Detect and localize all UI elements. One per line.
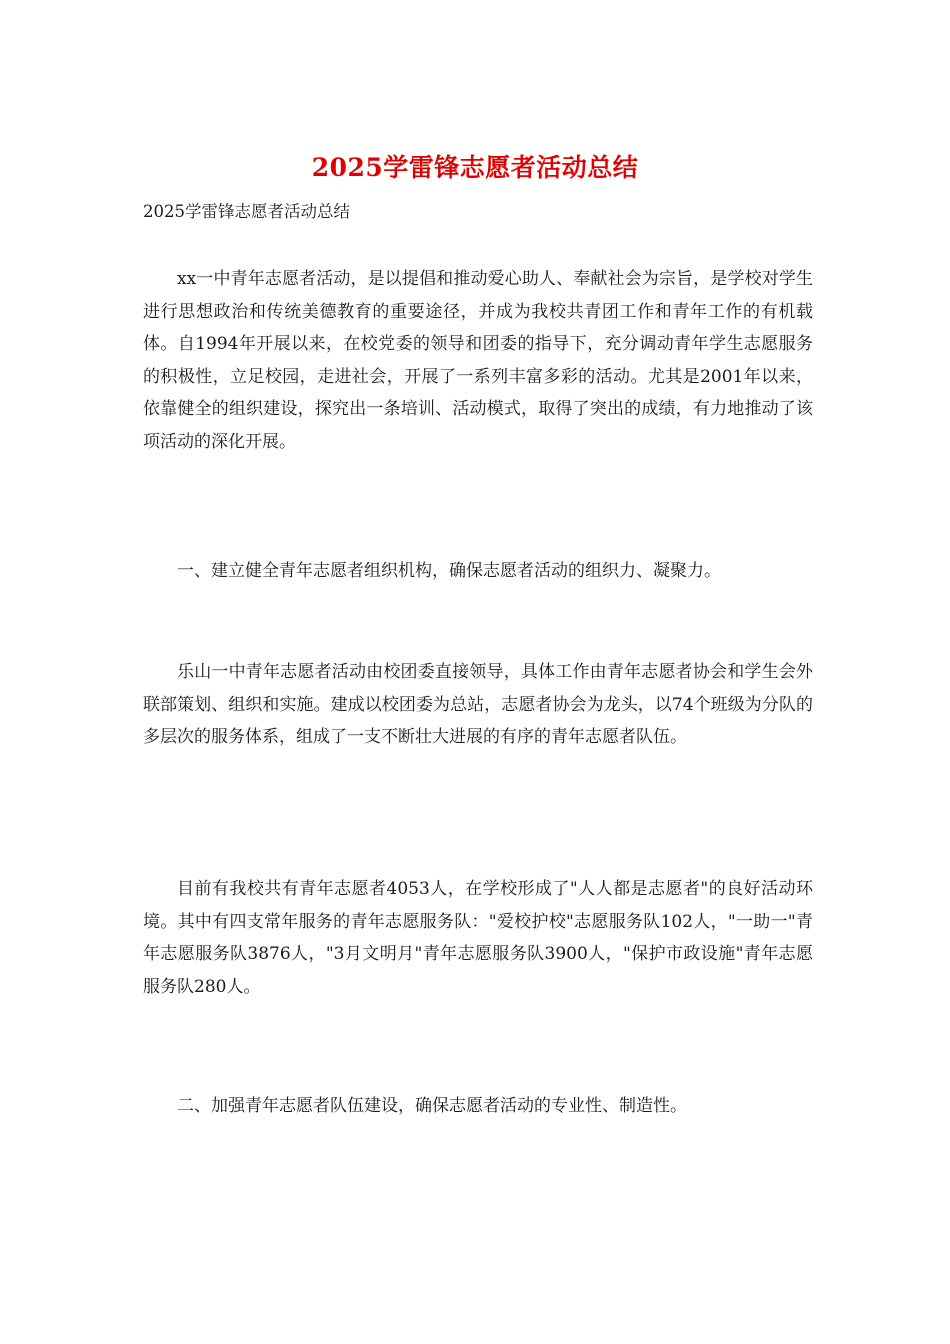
- document-subtitle: 2025学雷锋志愿者活动总结: [143, 202, 350, 221]
- paragraph-volunteer-count: 目前有我校共有青年志愿者4053人，在学校形成了"人人都是志愿者"的良好活动环境。其中有四支常年服务的青年志愿服务队："爱校护校"志愿服务队102人，"一助一"青年志愿服务队3876人，"3月文明月"青年志愿服务队3900人，"保护市政设施"青年志愿服务队280人。: [143, 879, 813, 997]
- paragraph-organization: 乐山一中青年志愿者活动由校团委直接领导，具体工作由青年志愿者协会和学生会外联部策划、组织和实施。建成以校团委为总站，志愿者协会为龙头，以74个班级为分队的多层次的服务体系，组成了一支不断壮大进展的有序的青年志愿者队伍。: [143, 662, 813, 747]
- section-heading-two: 二、加强青年志愿者队伍建设，确保志愿者活动的专业性、制造性。: [177, 1096, 687, 1116]
- paragraph-intro: xx一中青年志愿者活动，是以提倡和推动爱心助人、奉献社会为宗旨，是学校对学生进行思想政治和传统美德教育的重要途径，并成为我校共青团工作和青年工作的有机载体。自1994年开展以来，在校党委的领导和团委的指导下，充分调动青年学生志愿服务的积极性，立足校园，走进社会，开展了一系列丰富多彩的活动。尤其是2001年以来，依靠健全的组织建设，探究出一条培训、活动模式，取得了突出的成绩，有力地推动了该项活动的深化开展。: [143, 269, 813, 452]
- section-heading-one: 一、建立健全青年志愿者组织机构，确保志愿者活动的组织力、凝聚力。: [177, 561, 721, 581]
- document-title: 2025学雷锋志愿者活动总结: [311, 153, 639, 182]
